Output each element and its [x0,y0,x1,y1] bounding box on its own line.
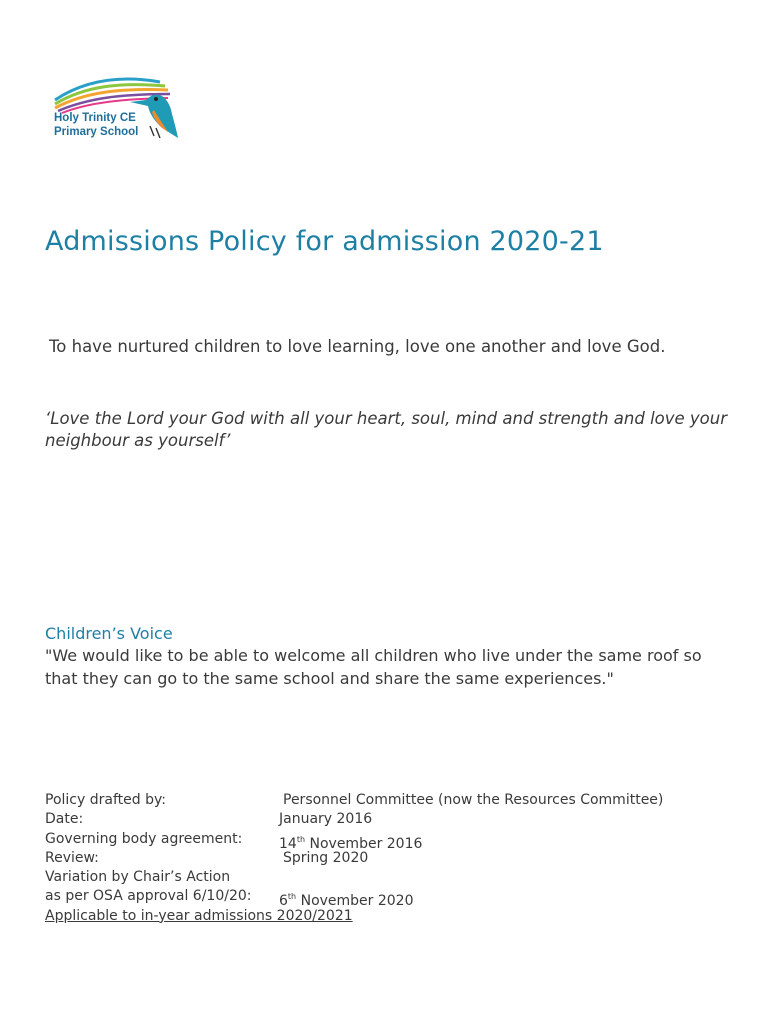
school-name [54,111,138,139]
page-title: Admissions Policy for admission 2020-21 [45,226,604,257]
scripture-quote: ‘Love the Lord your God with all your heart, soul, mind and strength and love your neighbour as yourself’ [45,409,728,450]
osa-month-year: November 2020 [296,893,414,910]
review-value: Spring 2020 [283,849,369,866]
agreement-label: Governing body agreement: [45,830,243,847]
date-label: Date: [45,811,84,828]
school-name-line2: Primary School [54,126,139,138]
drafted-value: Personnel Committee (now the Resources Committee) [283,792,664,808]
vision-statement: To have nurtured children to love learning, love one another and love God. [49,337,666,356]
school-name-line1: Holy Trinity CE [54,112,136,124]
agreement-suffix: th [296,834,306,844]
variation-label: Variation by Chair’s Action [45,869,231,886]
review-label: Review: [45,849,99,866]
childrens-voice-text: "We would like to be able to welcome all children who live under the same roof so that they can go to the same school and share the same experiences." [45,646,702,688]
agreement-day: 14 [279,835,297,852]
date-value: January 2016 [279,811,373,828]
applicable-link[interactable]: Applicable to in-year admissions 2020/2021 [45,907,353,924]
osa-suffix: th [287,892,297,902]
agreement-month-year: November 2016 [305,835,423,852]
drafted-label: Policy drafted by: [45,792,166,808]
childrens-voice-heading: Children’s Voice [45,624,173,643]
osa-label: as per OSA approval 6/10/20: [45,888,252,905]
osa-day: 6 [279,893,288,910]
